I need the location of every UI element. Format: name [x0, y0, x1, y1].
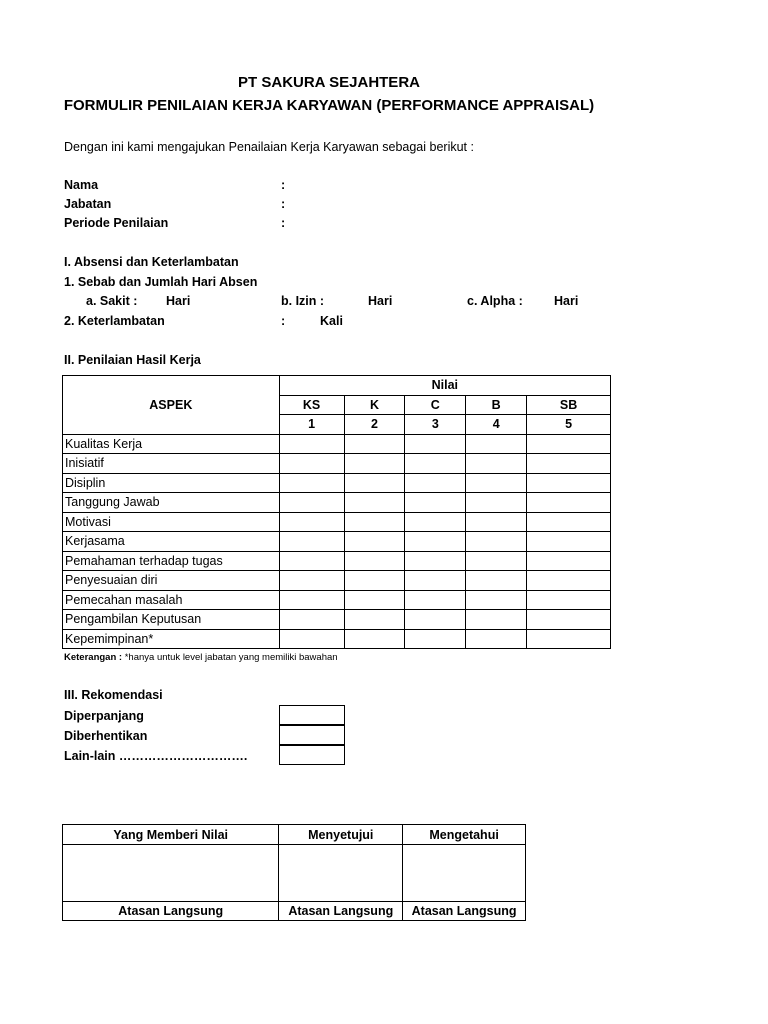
extend-checkbox[interactable] — [279, 705, 345, 725]
score-cell[interactable] — [405, 512, 466, 532]
position-label: Jabatan — [64, 197, 112, 211]
score-cell[interactable] — [527, 610, 611, 630]
score-cell[interactable] — [405, 610, 466, 630]
score-cell[interactable] — [279, 454, 344, 474]
score-cell[interactable] — [344, 434, 405, 454]
score-cell[interactable] — [527, 590, 611, 610]
table-row — [63, 454, 611, 474]
late-colon: : — [281, 314, 286, 328]
terminate-checkbox[interactable] — [279, 725, 345, 745]
section3-title: III. Rekomendasi — [64, 688, 163, 702]
score-cell[interactable] — [344, 590, 405, 610]
score-cell[interactable] — [466, 434, 527, 454]
score-cell[interactable] — [344, 512, 405, 532]
score-4: 4 — [466, 415, 527, 435]
score-cell[interactable] — [466, 590, 527, 610]
aspect-label: Penyesuaian diri — [63, 571, 280, 591]
score-cell[interactable] — [279, 551, 344, 571]
table-row — [63, 629, 611, 649]
grade-ks: KS — [279, 395, 344, 415]
acknowledger-footer: Atasan Langsung — [403, 902, 526, 921]
score-cell[interactable] — [466, 610, 527, 630]
signature-table — [62, 824, 526, 921]
score-cell[interactable] — [344, 532, 405, 552]
aspect-header: ASPEK — [63, 376, 280, 435]
score-cell[interactable] — [279, 610, 344, 630]
score-cell[interactable] — [527, 434, 611, 454]
score-3: 3 — [405, 415, 466, 435]
table-row — [63, 610, 611, 630]
score-cell[interactable] — [466, 473, 527, 493]
intro-text: Dengan ini kami mengajukan Penailaian Kerja Karyawan sebagai berikut : — [64, 140, 474, 154]
table-row — [63, 571, 611, 591]
table-row — [63, 434, 611, 454]
score-cell[interactable] — [279, 434, 344, 454]
score-cell[interactable] — [344, 571, 405, 591]
score-cell[interactable] — [527, 493, 611, 513]
score-5: 5 — [527, 415, 611, 435]
late-label: 2. Keterlambatan — [64, 314, 165, 328]
evaluator-signature[interactable] — [63, 845, 279, 902]
name-colon: : — [281, 178, 286, 192]
section2-title: II. Penilaian Hasil Kerja — [64, 353, 201, 367]
score-cell[interactable] — [466, 532, 527, 552]
grade-b: B — [466, 395, 527, 415]
evaluator-footer: Atasan Langsung — [63, 902, 279, 921]
score-cell[interactable] — [344, 629, 405, 649]
aspect-label: Kerjasama — [63, 532, 280, 552]
score-cell[interactable] — [344, 454, 405, 474]
absence-heading: 1. Sebab dan Jumlah Hari Absen — [64, 275, 258, 289]
permit-label: b. Izin : — [281, 294, 325, 308]
score-header: Nilai — [279, 376, 610, 396]
aspect-label: Inisiatif — [63, 454, 280, 474]
score-cell[interactable] — [527, 551, 611, 571]
acknowledger-header: Mengetahui — [403, 825, 526, 845]
position-colon: : — [281, 197, 286, 211]
grade-k: K — [344, 395, 405, 415]
table-row — [63, 532, 611, 552]
aspect-label: Pemahaman terhadap tugas — [63, 551, 280, 571]
score-cell[interactable] — [405, 473, 466, 493]
score-cell[interactable] — [527, 454, 611, 474]
table-row — [63, 473, 611, 493]
score-cell[interactable] — [405, 493, 466, 513]
score-cell[interactable] — [344, 610, 405, 630]
acknowledger-signature[interactable] — [403, 845, 526, 902]
note-text: *hanya untuk level jabatan yang memiliki bawahan — [124, 652, 338, 663]
note — [64, 652, 338, 663]
table-row — [63, 551, 611, 571]
aspect-label: Pemecahan masalah — [63, 590, 280, 610]
score-cell[interactable] — [344, 493, 405, 513]
score-cell[interactable] — [466, 512, 527, 532]
score-cell[interactable] — [405, 629, 466, 649]
score-cell[interactable] — [279, 512, 344, 532]
sick-unit: Hari — [166, 294, 191, 308]
score-cell[interactable] — [527, 532, 611, 552]
name-label: Nama — [64, 178, 99, 192]
score-cell[interactable] — [279, 571, 344, 591]
score-cell[interactable] — [466, 551, 527, 571]
score-1: 1 — [279, 415, 344, 435]
approver-signature[interactable] — [279, 845, 403, 902]
score-2: 2 — [344, 415, 405, 435]
other-checkbox[interactable] — [279, 745, 345, 765]
score-cell[interactable] — [405, 551, 466, 571]
aspect-label: Disiplin — [63, 473, 280, 493]
extend-label: Diperpanjang — [64, 709, 144, 723]
score-cell[interactable] — [405, 532, 466, 552]
score-cell[interactable] — [527, 629, 611, 649]
score-cell[interactable] — [466, 629, 527, 649]
note-label: Keterangan : — [64, 652, 123, 663]
alpha-unit: Hari — [554, 294, 579, 308]
grade-c: C — [405, 395, 466, 415]
alpha-label: c. Alpha : — [467, 294, 523, 308]
approver-footer: Atasan Langsung — [279, 902, 403, 921]
score-cell[interactable] — [279, 590, 344, 610]
period-colon: : — [281, 216, 286, 230]
approver-header: Menyetujui — [279, 825, 403, 845]
score-cell[interactable] — [344, 473, 405, 493]
score-cell[interactable] — [466, 571, 527, 591]
aspect-label: Pengambilan Keputusan — [63, 610, 280, 630]
grade-sb: SB — [527, 395, 611, 415]
score-cell[interactable] — [527, 473, 611, 493]
table-row — [63, 590, 611, 610]
score-cell[interactable] — [279, 473, 344, 493]
table-row — [63, 512, 611, 532]
score-cell[interactable] — [527, 571, 611, 591]
score-cell[interactable] — [405, 454, 466, 474]
score-cell[interactable] — [405, 434, 466, 454]
company-name: PT SAKURA SEJAHTERA — [238, 74, 420, 91]
table-row — [63, 493, 611, 513]
evaluator-header: Yang Memberi Nilai — [63, 825, 279, 845]
score-cell[interactable] — [466, 454, 527, 474]
terminate-label: Diberhentikan — [64, 729, 148, 743]
form-title: FORMULIR PENILAIAN KERJA KARYAWAN (PERFORMANCE APPRAISAL) — [63, 97, 595, 114]
score-cell[interactable] — [466, 493, 527, 513]
score-cell[interactable] — [279, 493, 344, 513]
score-cell[interactable] — [344, 551, 405, 571]
aspect-label: Kualitas Kerja — [63, 434, 280, 454]
score-cell[interactable] — [279, 532, 344, 552]
score-cell[interactable] — [279, 629, 344, 649]
score-cell[interactable] — [527, 512, 611, 532]
section1-title: I. Absensi dan Keterlambatan — [64, 255, 239, 269]
late-unit: Kali — [320, 314, 343, 328]
other-label: Lain-lain …………………………. — [64, 749, 248, 763]
permit-unit: Hari — [368, 294, 393, 308]
aspect-label: Tanggung Jawab — [63, 493, 280, 513]
grading-table — [62, 375, 611, 649]
score-cell[interactable] — [405, 571, 466, 591]
score-cell[interactable] — [405, 590, 466, 610]
period-label: Periode Penilaian — [64, 216, 169, 230]
aspect-label: Motivasi — [63, 512, 280, 532]
sick-label: a. Sakit : — [86, 294, 138, 308]
aspect-label: Kepemimpinan* — [63, 629, 280, 649]
